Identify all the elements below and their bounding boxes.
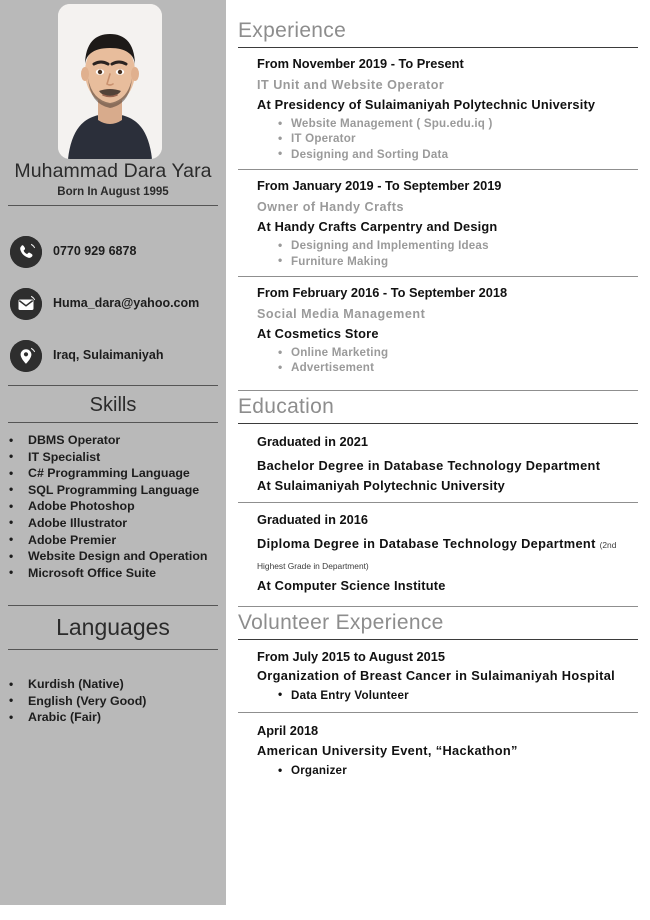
degree-note: (2nd Highest Grade in Department)	[257, 539, 617, 571]
education-heading: Education	[238, 394, 335, 418]
education-section	[238, 376, 638, 594]
email-value: Huma_dara@yahoo.com	[53, 296, 200, 310]
main-content	[238, 0, 638, 779]
entry-date: April 2018	[257, 723, 319, 739]
experience-entry	[238, 277, 638, 376]
experience-heading: Experience	[238, 19, 347, 42]
entry-date: From January 2019 - To September 2019	[257, 178, 502, 194]
location-pin-icon	[10, 340, 42, 372]
entry-institute: At Computer Science Institute	[257, 577, 446, 593]
entry-bullets	[257, 685, 638, 703]
entry-institute: At Sulaimaniyah Polytechnic University	[257, 477, 505, 493]
phone-icon	[10, 236, 42, 268]
skills-heading: Skills	[89, 394, 137, 416]
divider	[8, 422, 218, 423]
avatar	[58, 4, 162, 159]
entry-date: From February 2016 - To September 2018	[257, 285, 508, 301]
list-item: • Organizer	[291, 763, 638, 778]
list-item: • DBMS Operator	[0, 432, 226, 449]
list-item: • C# Programming Language	[0, 465, 226, 482]
list-item: • Website Design and Operation	[0, 548, 226, 565]
contact-email[interactable]	[8, 288, 220, 328]
list-item: • Designing and Implementing Ideas	[291, 238, 638, 253]
experience-entry	[238, 170, 638, 269]
list-item: • Adobe Illustrator	[0, 515, 226, 532]
entry-date: From July 2015 to August 2015	[257, 648, 445, 664]
entry-org: Organization of Breast Cancer in Sulaimaniyah Hospital	[257, 667, 616, 683]
experience-entry	[238, 48, 638, 162]
list-item: • Adobe Premier	[0, 532, 226, 549]
list-item: • English (Very Good)	[0, 693, 226, 710]
list-item: • Online Marketing	[291, 345, 638, 360]
entry-bullets	[257, 235, 638, 269]
divider	[8, 649, 218, 650]
volunteer-heading: Volunteer Experience	[238, 610, 444, 634]
entry-org: At Handy Crafts Carpentry and Design	[257, 219, 498, 235]
volunteer-section	[238, 594, 638, 779]
entry-degree	[257, 528, 638, 576]
entry-role: IT Unit and Website Operator	[257, 78, 445, 93]
entry-org: At Presidency of Sulaimaniyah Polytechnic University	[257, 97, 596, 113]
list-item: • Microsoft Office Suite	[0, 565, 226, 582]
email-icon	[10, 288, 42, 320]
birth-date: Born In August 1995	[57, 186, 169, 198]
list-item: • IT Specialist	[0, 449, 226, 466]
languages-heading: Languages	[56, 614, 170, 640]
location-value: Iraq, Sulaimaniyah	[53, 348, 164, 362]
volunteer-entry	[238, 713, 638, 778]
education-entry	[238, 424, 638, 494]
list-item: • Furniture Making	[291, 254, 638, 269]
entry-org: American University Event, “Hackathon”	[257, 743, 518, 759]
entry-bullets	[257, 113, 638, 162]
entry-role: Social Media Management	[257, 307, 426, 322]
entry-org: At Cosmetics Store	[257, 326, 379, 342]
entry-date: From November 2019 - To Present	[257, 56, 464, 72]
list-item: • Kurdish (Native)	[0, 676, 226, 693]
contact-location[interactable]	[8, 340, 220, 380]
entry-role: Owner of Handy Crafts	[257, 200, 404, 215]
list-item: • SQL Programming Language	[0, 482, 226, 499]
entry-date: Graduated in 2021	[257, 433, 368, 449]
entry-date: Graduated in 2016	[257, 511, 368, 527]
list-item: • Designing and Sorting Data	[291, 147, 638, 162]
list-item: • Advertisement	[291, 360, 638, 375]
divider	[8, 385, 218, 386]
page-title: Muhammad Dara Yara	[14, 160, 212, 182]
phone-value: 0770 929 6878	[53, 244, 137, 258]
list-item: • Arabic (Fair)	[0, 709, 226, 726]
list-item: • Data Entry Volunteer	[291, 688, 638, 703]
divider	[8, 205, 218, 206]
entry-bullets	[257, 760, 638, 778]
languages-list	[0, 676, 226, 726]
contact-phone[interactable]	[8, 236, 220, 276]
degree-text: Diploma Degree in Database Technology Department	[257, 535, 596, 551]
list-item: • IT Operator	[291, 131, 638, 146]
list-item: • Website Management ( Spu.edu.iq )	[291, 116, 638, 131]
divider	[8, 605, 218, 606]
skills-list	[0, 432, 226, 581]
entry-degree: Bachelor Degree in Database Technology Department	[257, 457, 601, 473]
sidebar	[0, 0, 226, 905]
education-entry	[238, 503, 638, 594]
experience-section	[238, 0, 638, 376]
volunteer-entry	[238, 640, 638, 703]
portrait-photo-icon	[58, 4, 162, 159]
entry-bullets	[257, 342, 638, 376]
list-item: • Adobe Photoshop	[0, 498, 226, 515]
